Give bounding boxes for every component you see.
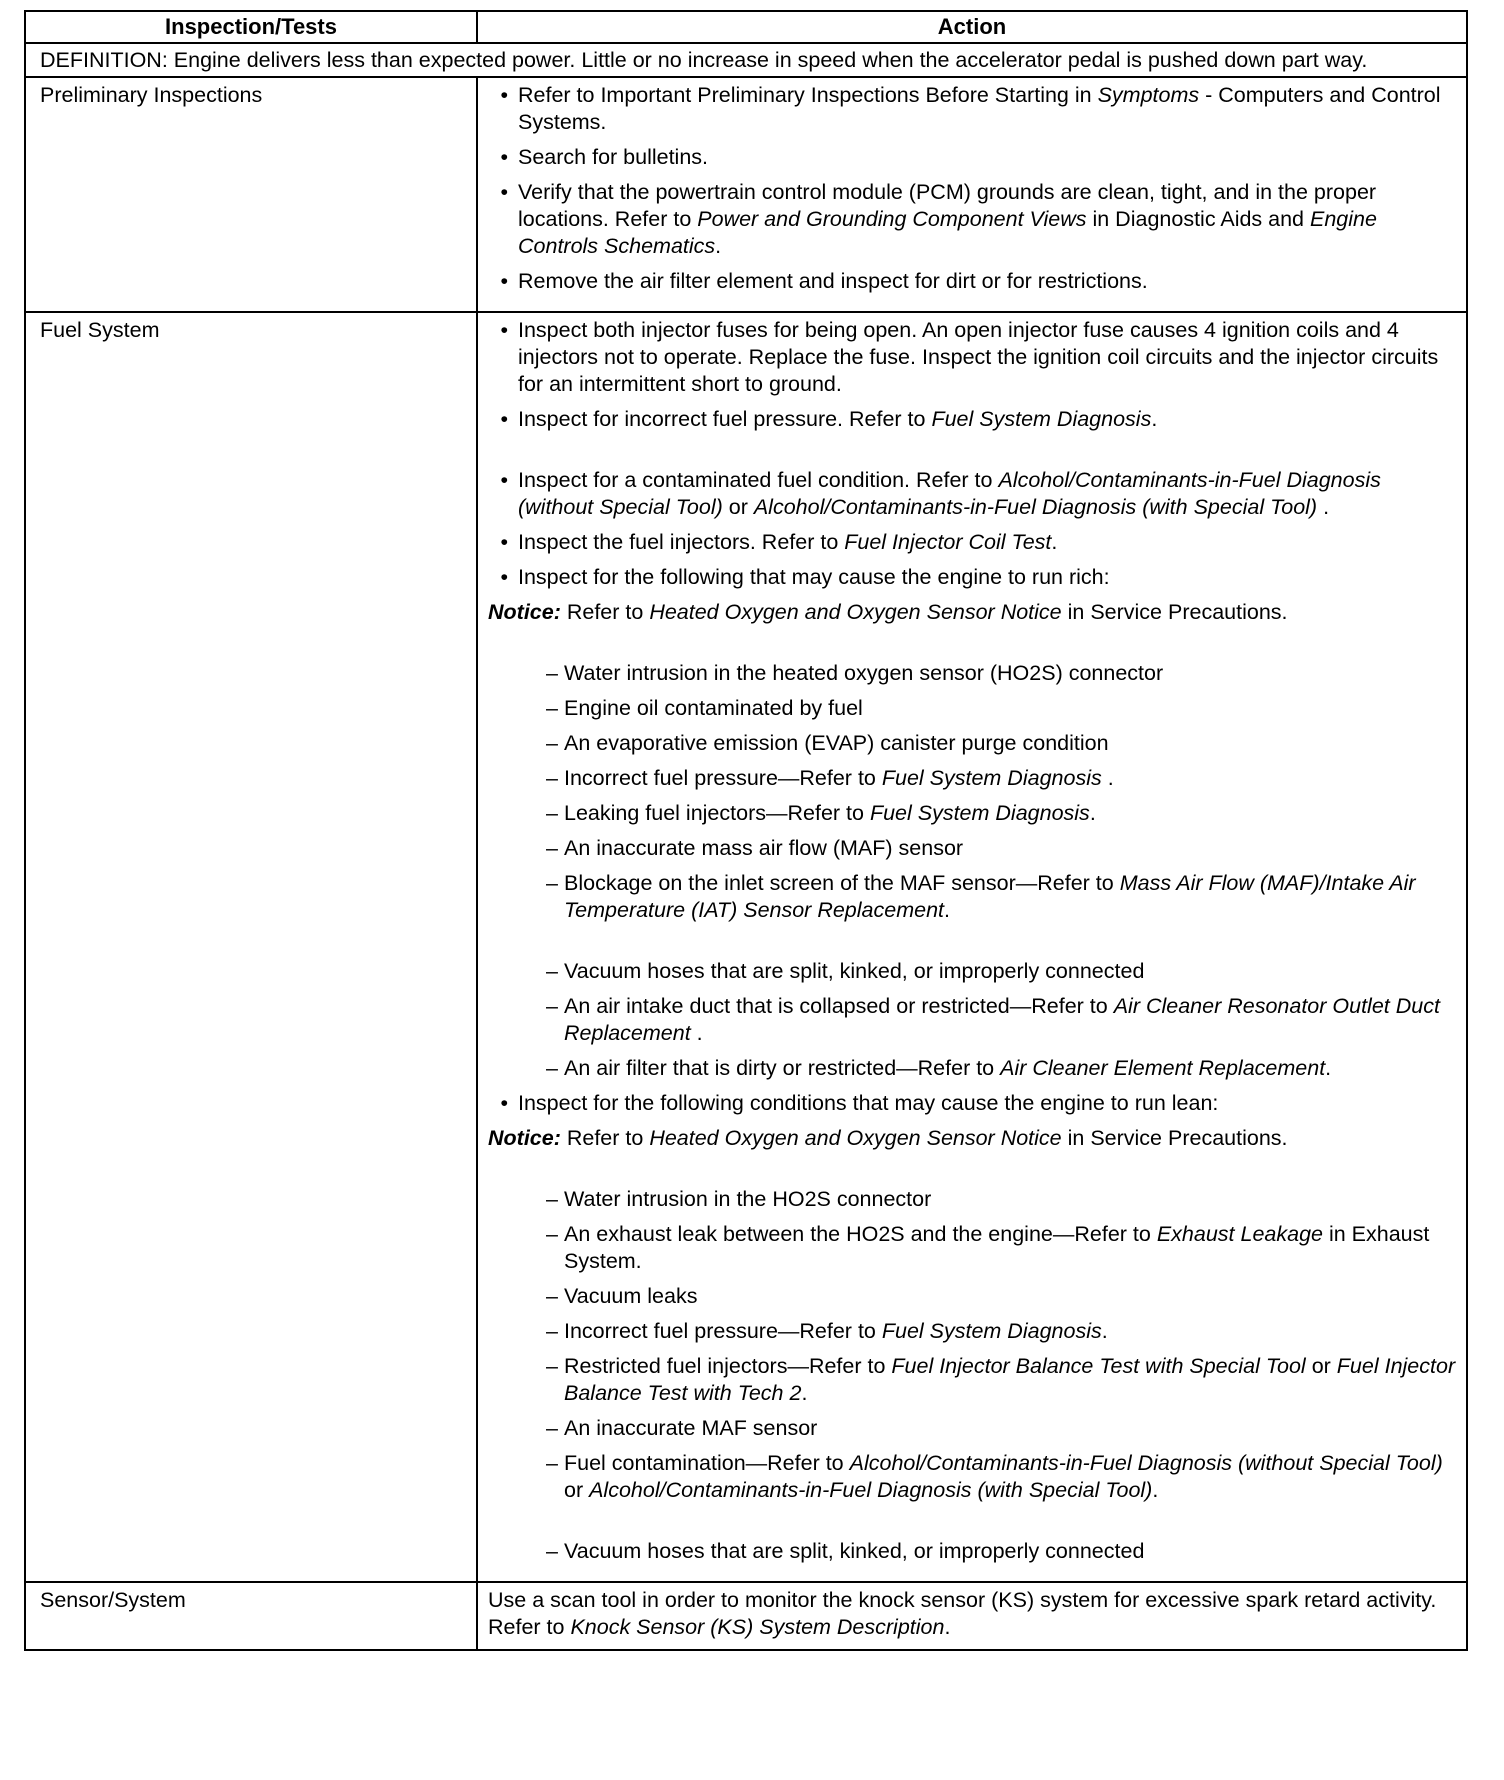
dash-marker: – xyxy=(546,1354,558,1378)
dash-item xyxy=(488,730,1458,757)
dash-item xyxy=(488,1415,1458,1442)
reference-link-text: Fuel Injector Balance Test with Tech 2 xyxy=(564,1354,1456,1405)
text-span: Refer to Important Preliminary Inspections Before Starting in xyxy=(518,83,1098,107)
dash-item xyxy=(488,1450,1458,1504)
dash-marker: – xyxy=(546,1284,558,1308)
bullet-item xyxy=(488,144,1458,171)
text-span: Vacuum hoses that are split, kinked, or improperly connected xyxy=(564,1539,1145,1563)
bullet-item xyxy=(488,1090,1458,1117)
notice-line xyxy=(488,1125,1458,1152)
item-text xyxy=(564,958,1458,985)
bullet-marker: • xyxy=(500,318,508,342)
item-text xyxy=(518,406,1458,433)
item-text xyxy=(564,1283,1458,1310)
item-text xyxy=(564,835,1458,862)
item-text xyxy=(564,765,1458,792)
dash-item xyxy=(488,765,1458,792)
text-span: . xyxy=(715,234,722,258)
text-span: in Diagnostic Aids and xyxy=(1086,207,1310,231)
dash-item xyxy=(488,1186,1458,1213)
item-text xyxy=(564,1538,1458,1565)
dash-marker: – xyxy=(546,1539,558,1563)
definition-text: DEFINITION: Engine delivers less than expected power. Little or no increase in speed when the accelerator pedal is pushed down part way. xyxy=(25,43,1467,77)
text-span: . xyxy=(1101,1319,1108,1343)
reference-link-text: Fuel Injector Balance Test with Special Tool xyxy=(891,1354,1306,1378)
text-span: . xyxy=(1089,801,1096,825)
reference-link-text: Knock Sensor (KS) System Description xyxy=(570,1615,945,1639)
dash-marker: – xyxy=(546,994,558,1018)
reference-link-text: Engine Controls Schematics xyxy=(518,207,1377,258)
reference-link-text: Symptoms xyxy=(1097,83,1200,107)
dash-marker: – xyxy=(546,871,558,895)
reference-link-text: Fuel System Diagnosis xyxy=(881,766,1102,790)
text-span: . xyxy=(944,1615,951,1639)
diagnostic-table xyxy=(24,10,1468,1651)
text-span: . xyxy=(1101,766,1114,790)
bullet-marker: • xyxy=(500,180,508,204)
dash-marker: – xyxy=(546,1416,558,1440)
bullet-item xyxy=(488,529,1458,556)
table-row-sensor-system xyxy=(25,1582,1467,1650)
text-span: Inspect for a contaminated fuel condition. Refer to xyxy=(518,468,999,492)
text-span: Engine oil contaminated by fuel xyxy=(564,696,863,720)
text-span: Inspect for the following conditions that may cause the engine to run lean: xyxy=(518,1091,1219,1115)
dash-item xyxy=(488,993,1458,1047)
dash-marker: – xyxy=(546,766,558,790)
text-span: Incorrect fuel pressure—Refer to xyxy=(564,766,882,790)
document-page xyxy=(24,10,1466,1651)
bullet-item xyxy=(488,179,1458,260)
text-span: or xyxy=(722,495,754,519)
text-span: An air intake duct that is collapsed or restricted—Refer to xyxy=(564,994,1114,1018)
dash-item xyxy=(488,1283,1458,1310)
dash-item xyxy=(488,1353,1458,1407)
bullet-marker: • xyxy=(500,83,508,107)
item-text xyxy=(518,529,1458,556)
text-span: . xyxy=(801,1381,808,1405)
item-text xyxy=(518,268,1458,295)
text-span: Inspect the fuel injectors. Refer to xyxy=(518,530,845,554)
dash-marker: – xyxy=(546,1187,558,1211)
dash-item xyxy=(488,1538,1458,1565)
text-span: An inaccurate MAF sensor xyxy=(564,1416,818,1440)
text-span: Use a scan tool in order to monitor the knock sensor (KS) system for excessive spark retard activity. Refer to xyxy=(488,1588,1437,1639)
reference-link-text: Exhaust Leakage xyxy=(1156,1222,1323,1246)
item-text xyxy=(518,82,1458,136)
reference-link-text: Fuel System Diagnosis xyxy=(881,1319,1102,1343)
bullet-item xyxy=(488,317,1458,398)
header-row xyxy=(25,11,1467,43)
text-span: . xyxy=(690,1021,703,1045)
text-span: An evaporative emission (EVAP) canister purge condition xyxy=(564,731,1109,755)
action-cell xyxy=(477,312,1467,1582)
dash-marker: – xyxy=(546,1222,558,1246)
text-span: Water intrusion in the heated oxygen sensor (HO2S) connector xyxy=(564,661,1164,685)
text-span: - Computers and Control Systems. xyxy=(518,83,1441,134)
text-span: . xyxy=(944,898,950,922)
dash-item xyxy=(488,1055,1458,1082)
text-span: . xyxy=(1325,1056,1332,1080)
notice-line xyxy=(488,599,1458,626)
reference-link-text: Alcohol/Contaminants-in-Fuel Diagnosis (without Special Tool) xyxy=(518,468,1381,519)
dash-marker: – xyxy=(546,661,558,685)
item-text xyxy=(564,695,1458,722)
text-span: Refer to xyxy=(560,600,650,624)
dash-item xyxy=(488,958,1458,985)
item-text xyxy=(564,1353,1458,1407)
text-span: Blockage on the inlet screen of the MAF sensor—Refer to xyxy=(564,871,1120,895)
text-span: Incorrect fuel pressure—Refer to xyxy=(564,1319,882,1343)
bullet-marker: • xyxy=(500,468,508,492)
text-span: . xyxy=(1051,530,1058,554)
reference-link-text: Power and Grounding Component Views xyxy=(697,207,1087,231)
text-span: or xyxy=(1305,1354,1337,1378)
text-span: Verify that the powertrain control module (PCM) grounds are clean, tight, and in the proper locations. Refer to xyxy=(518,180,1377,231)
reference-link-text: Alcohol/Contaminants-in-Fuel Diagnosis (with Special Tool) xyxy=(753,495,1318,519)
dash-marker: – xyxy=(546,731,558,755)
text-span: . xyxy=(1152,1478,1159,1502)
dash-item xyxy=(488,1221,1458,1275)
bullet-item xyxy=(488,564,1458,591)
text-span: Remove the air filter element and inspect for dirt or for restrictions. xyxy=(518,269,1148,293)
dash-item xyxy=(488,695,1458,722)
text-span: or xyxy=(564,1478,590,1502)
dash-marker: – xyxy=(546,696,558,720)
text-span: Inspect for the following that may cause the engine to run rich: xyxy=(518,565,1110,589)
text-span: An inaccurate mass air flow (MAF) sensor xyxy=(564,836,964,860)
inspection-label: Preliminary Inspections xyxy=(25,77,477,312)
dash-item xyxy=(488,800,1458,827)
bullet-marker: • xyxy=(500,269,508,293)
table-row-preliminary-inspections xyxy=(25,77,1467,312)
text-span: Vacuum leaks xyxy=(564,1284,698,1308)
text-span: . xyxy=(1151,407,1158,431)
text-span: Search for bulletins. xyxy=(518,145,709,169)
bullet-marker: • xyxy=(500,1091,508,1115)
dash-marker: – xyxy=(546,801,558,825)
item-text xyxy=(564,870,1458,924)
item-text xyxy=(564,1450,1458,1504)
action-cell xyxy=(477,1582,1467,1650)
dash-marker: – xyxy=(546,959,558,983)
text-span: Restricted fuel injectors—Refer to xyxy=(564,1354,892,1378)
bullet-item xyxy=(488,82,1458,136)
item-text xyxy=(564,993,1458,1047)
dash-item xyxy=(488,870,1458,924)
text-span: Leaking fuel injectors—Refer to xyxy=(564,801,870,825)
item-text xyxy=(518,144,1458,171)
dash-item xyxy=(488,660,1458,687)
reference-link-text: Alcohol/Contaminants-in-Fuel Diagnosis (with Special Tool) xyxy=(589,1478,1153,1502)
reference-link-text: Mass Air Flow (MAF)/Intake Air Temperature (IAT) Sensor Replacement xyxy=(564,871,1416,922)
text-span: Refer to xyxy=(560,1126,650,1150)
bullet-marker: • xyxy=(500,145,508,169)
item-text xyxy=(518,179,1458,260)
reference-link-text: Alcohol/Contaminants-in-Fuel Diagnosis (without Special Tool) xyxy=(849,1451,1443,1475)
text-span: in Exhaust System. xyxy=(564,1222,1430,1273)
dash-item xyxy=(488,1318,1458,1345)
reference-link-text: Air Cleaner Resonator Outlet Duct Replacement xyxy=(564,994,1440,1045)
plain-text xyxy=(488,1587,1458,1641)
notice-label: Notice: xyxy=(488,1126,561,1150)
item-text xyxy=(564,1186,1458,1213)
dash-marker: – xyxy=(546,1056,558,1080)
item-text xyxy=(564,800,1458,827)
text-span: Water intrusion in the HO2S connector xyxy=(564,1187,932,1211)
reference-link-text: Heated Oxygen and Oxygen Sensor Notice xyxy=(649,600,1062,624)
header-inspection-tests: Inspection/Tests xyxy=(25,11,477,43)
text-span: in Service Precautions. xyxy=(1061,1126,1288,1150)
inspection-label: Sensor/System xyxy=(25,1582,477,1650)
notice-label: Notice: xyxy=(488,600,561,624)
item-text xyxy=(564,660,1458,687)
item-text xyxy=(518,564,1458,591)
item-text xyxy=(518,467,1458,521)
text-span: Inspect for incorrect fuel pressure. Refer to xyxy=(518,407,932,431)
dash-marker: – xyxy=(546,1451,558,1475)
reference-link-text: Fuel Injector Coil Test xyxy=(844,530,1052,554)
reference-link-text: Heated Oxygen and Oxygen Sensor Notice xyxy=(649,1126,1062,1150)
dash-marker: – xyxy=(546,1319,558,1343)
item-text xyxy=(518,1090,1458,1117)
item-text xyxy=(564,730,1458,757)
header-action: Action xyxy=(477,11,1467,43)
bullet-item xyxy=(488,406,1458,433)
reference-link-text: Fuel System Diagnosis xyxy=(931,407,1152,431)
text-span: . xyxy=(1317,495,1330,519)
item-text xyxy=(518,317,1458,398)
action-cell xyxy=(477,77,1467,312)
bullet-marker: • xyxy=(500,565,508,589)
inspection-label: Fuel System xyxy=(25,312,477,1582)
bullet-marker: • xyxy=(500,530,508,554)
text-span: in Service Precautions. xyxy=(1061,600,1288,624)
bullet-item xyxy=(488,467,1458,521)
text-span: Inspect both injector fuses for being open. An open injector fuse causes 4 ignition coils and 4 injectors not to operate. Replace the fuse. Inspect the ignition coil circuits and the injector circuits for an intermittent short to ground. xyxy=(518,318,1439,396)
table-row-fuel-system xyxy=(25,312,1467,1582)
text-span: An exhaust leak between the HO2S and the engine—Refer to xyxy=(564,1222,1157,1246)
item-text xyxy=(564,1318,1458,1345)
bullet-marker: • xyxy=(500,407,508,431)
item-text xyxy=(564,1055,1458,1082)
reference-link-text: Air Cleaner Element Replacement xyxy=(1000,1056,1326,1080)
text-span: Vacuum hoses that are split, kinked, or improperly connected xyxy=(564,959,1145,983)
text-span: Fuel contamination—Refer to xyxy=(564,1451,850,1475)
text-span: An air filter that is dirty or restricted—Refer to xyxy=(564,1056,1001,1080)
item-text xyxy=(564,1415,1458,1442)
item-text xyxy=(564,1221,1458,1275)
dash-marker: – xyxy=(546,836,558,860)
reference-link-text: Fuel System Diagnosis xyxy=(869,801,1090,825)
dash-item xyxy=(488,835,1458,862)
definition-row xyxy=(25,43,1467,77)
bullet-item xyxy=(488,268,1458,295)
